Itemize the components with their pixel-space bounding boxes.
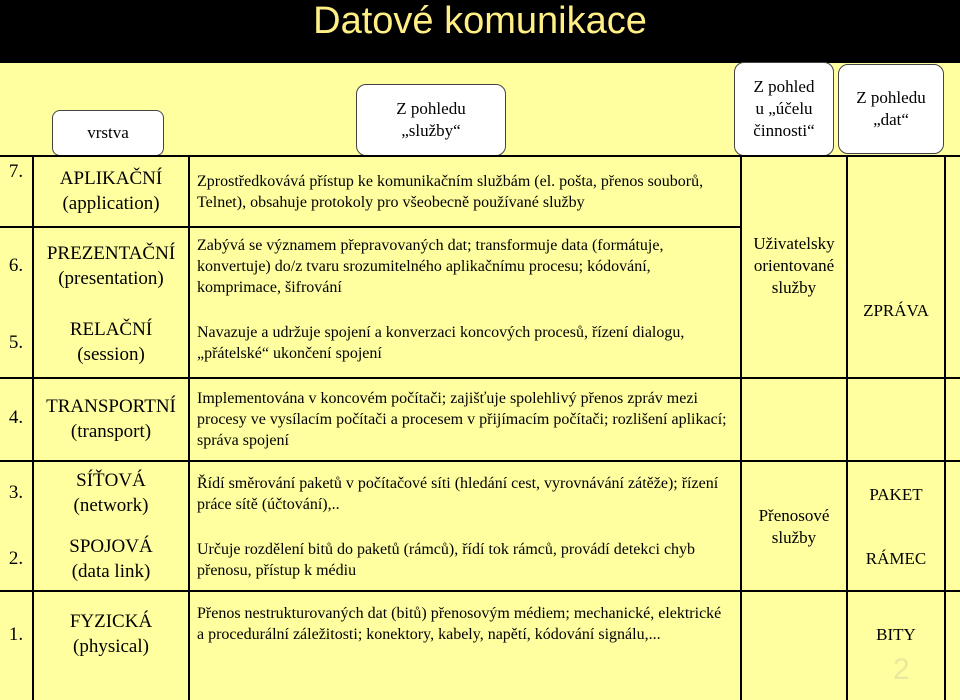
data-unit-paket: PAKET xyxy=(869,485,923,504)
user-oriented-line1: Uživatelsky xyxy=(753,234,835,253)
layer-description: Navazuje a udržuje spojení a konverzaci koncových procesů, řízení dialogu, „přátelské“ ukončení spojení xyxy=(197,324,685,362)
column-separator xyxy=(846,155,848,700)
header-service-line2: „služby“ xyxy=(401,121,461,140)
layer-name xyxy=(34,317,188,367)
layer-name-en: (network) xyxy=(73,495,149,516)
layer-name xyxy=(34,166,188,216)
page-number: 2 xyxy=(893,653,910,686)
layer-name xyxy=(34,468,188,518)
layer-name-en: (data link) xyxy=(71,561,151,582)
layer-name-en: (presentation) xyxy=(58,268,164,289)
header-purpose-line3: činnosti“ xyxy=(753,121,815,140)
layer-name-cz: SÍŤOVÁ xyxy=(76,470,146,491)
layer-name-cz: PREZENTAČNÍ xyxy=(46,243,176,264)
layer-number: 6. xyxy=(8,255,24,276)
layer-number: 5. xyxy=(8,332,24,353)
layer-name xyxy=(34,534,188,584)
layer-name-cz: TRANSPORTNÍ xyxy=(46,396,176,417)
column-separator xyxy=(188,155,190,700)
data-unit-bity: BITY xyxy=(876,625,916,644)
row-separator xyxy=(0,460,960,462)
layer-name-en: (transport) xyxy=(70,421,152,442)
layer-description: Zabývá se významem přepravovaných dat; transformuje data (formátuje, konvertuje) do/z tvaru srozumitelného aplikačnímu procesu; kódování, komprimace, šifrování xyxy=(197,237,664,296)
layer-description: Řídí směrování paketů v počítačové síti (hledání cest, vyrovnávání zátěže); řízení práce sítě (účtování),.. xyxy=(197,475,719,513)
layer-name xyxy=(34,241,188,291)
layer-name xyxy=(34,394,188,444)
row-separator xyxy=(0,226,740,228)
user-oriented-line3: služby xyxy=(771,278,817,297)
user-oriented-line2: orientované xyxy=(753,256,835,275)
header-data-view xyxy=(838,64,944,154)
transfer-services-line1: Přenosové xyxy=(758,506,830,525)
transfer-services-line2: služby xyxy=(771,528,817,547)
layer-name-en: (session) xyxy=(77,344,145,365)
layer-description: Zprostředkovává přístup ke komunikačním službám (el. pošta, přenos souborů, Telnet), obsahuje protokoly pro všeobecně používané služby xyxy=(197,173,704,211)
header-service-line1: Z pohledu xyxy=(396,99,466,118)
row-separator xyxy=(0,590,960,592)
header-purpose-view xyxy=(734,62,834,156)
user-oriented-services xyxy=(742,233,846,299)
layer-name-cz: SPOJOVÁ xyxy=(69,536,153,557)
header-vrstva xyxy=(52,110,164,156)
layer-number: 1. xyxy=(8,624,24,645)
layer-name-cz: RELAČNÍ xyxy=(69,319,153,340)
layer-description: Implementována v koncovém počítači; zajišťuje spolehlivý přenos zpráv mezi procesy ve vysílacím počítači a procesem v přijímacím počítači; rozlišení aplikací; správa spojení xyxy=(197,390,727,449)
row-separator xyxy=(0,377,960,379)
layer-description: Přenos nestrukturovaných dat (bitů) přenosovým médiem; mechanické, elektrické a procedurální záležitosti; konektory, kabely, napětí, kódování signálu,... xyxy=(197,605,722,643)
layer-name-cz: APLIKAČNÍ xyxy=(59,168,163,189)
transfer-services xyxy=(742,505,846,549)
header-service-view xyxy=(356,84,506,156)
header-purpose-line2: u „účelu xyxy=(755,99,813,118)
layer-name-en: (application) xyxy=(62,193,160,214)
layer-name xyxy=(34,609,188,659)
header-purpose-line1: Z pohled xyxy=(753,77,815,96)
data-unit-ramec: RÁMEC xyxy=(865,549,927,568)
page-title: Datové komunikace xyxy=(313,0,647,42)
layer-name-cz: FYZICKÁ xyxy=(69,611,153,632)
header-data-line2: „dat“ xyxy=(873,110,909,129)
layer-number: 3. xyxy=(8,482,24,503)
header-vrstva-label: vrstva xyxy=(87,123,129,142)
header-data-line1: Z pohledu xyxy=(856,88,926,107)
layer-description: Určuje rozdělení bitů do paketů (rámců), řídí tok rámců, provádí detekci chyb přenosu, přístup k médiu xyxy=(197,541,696,579)
layer-number: 7. xyxy=(8,161,24,182)
data-unit-zprava: ZPRÁVA xyxy=(863,301,929,320)
layer-number: 2. xyxy=(8,548,24,569)
layer-number: 4. xyxy=(8,407,24,428)
layer-name-en: (physical) xyxy=(73,636,149,657)
row-separator xyxy=(0,155,960,157)
column-separator xyxy=(944,155,946,700)
